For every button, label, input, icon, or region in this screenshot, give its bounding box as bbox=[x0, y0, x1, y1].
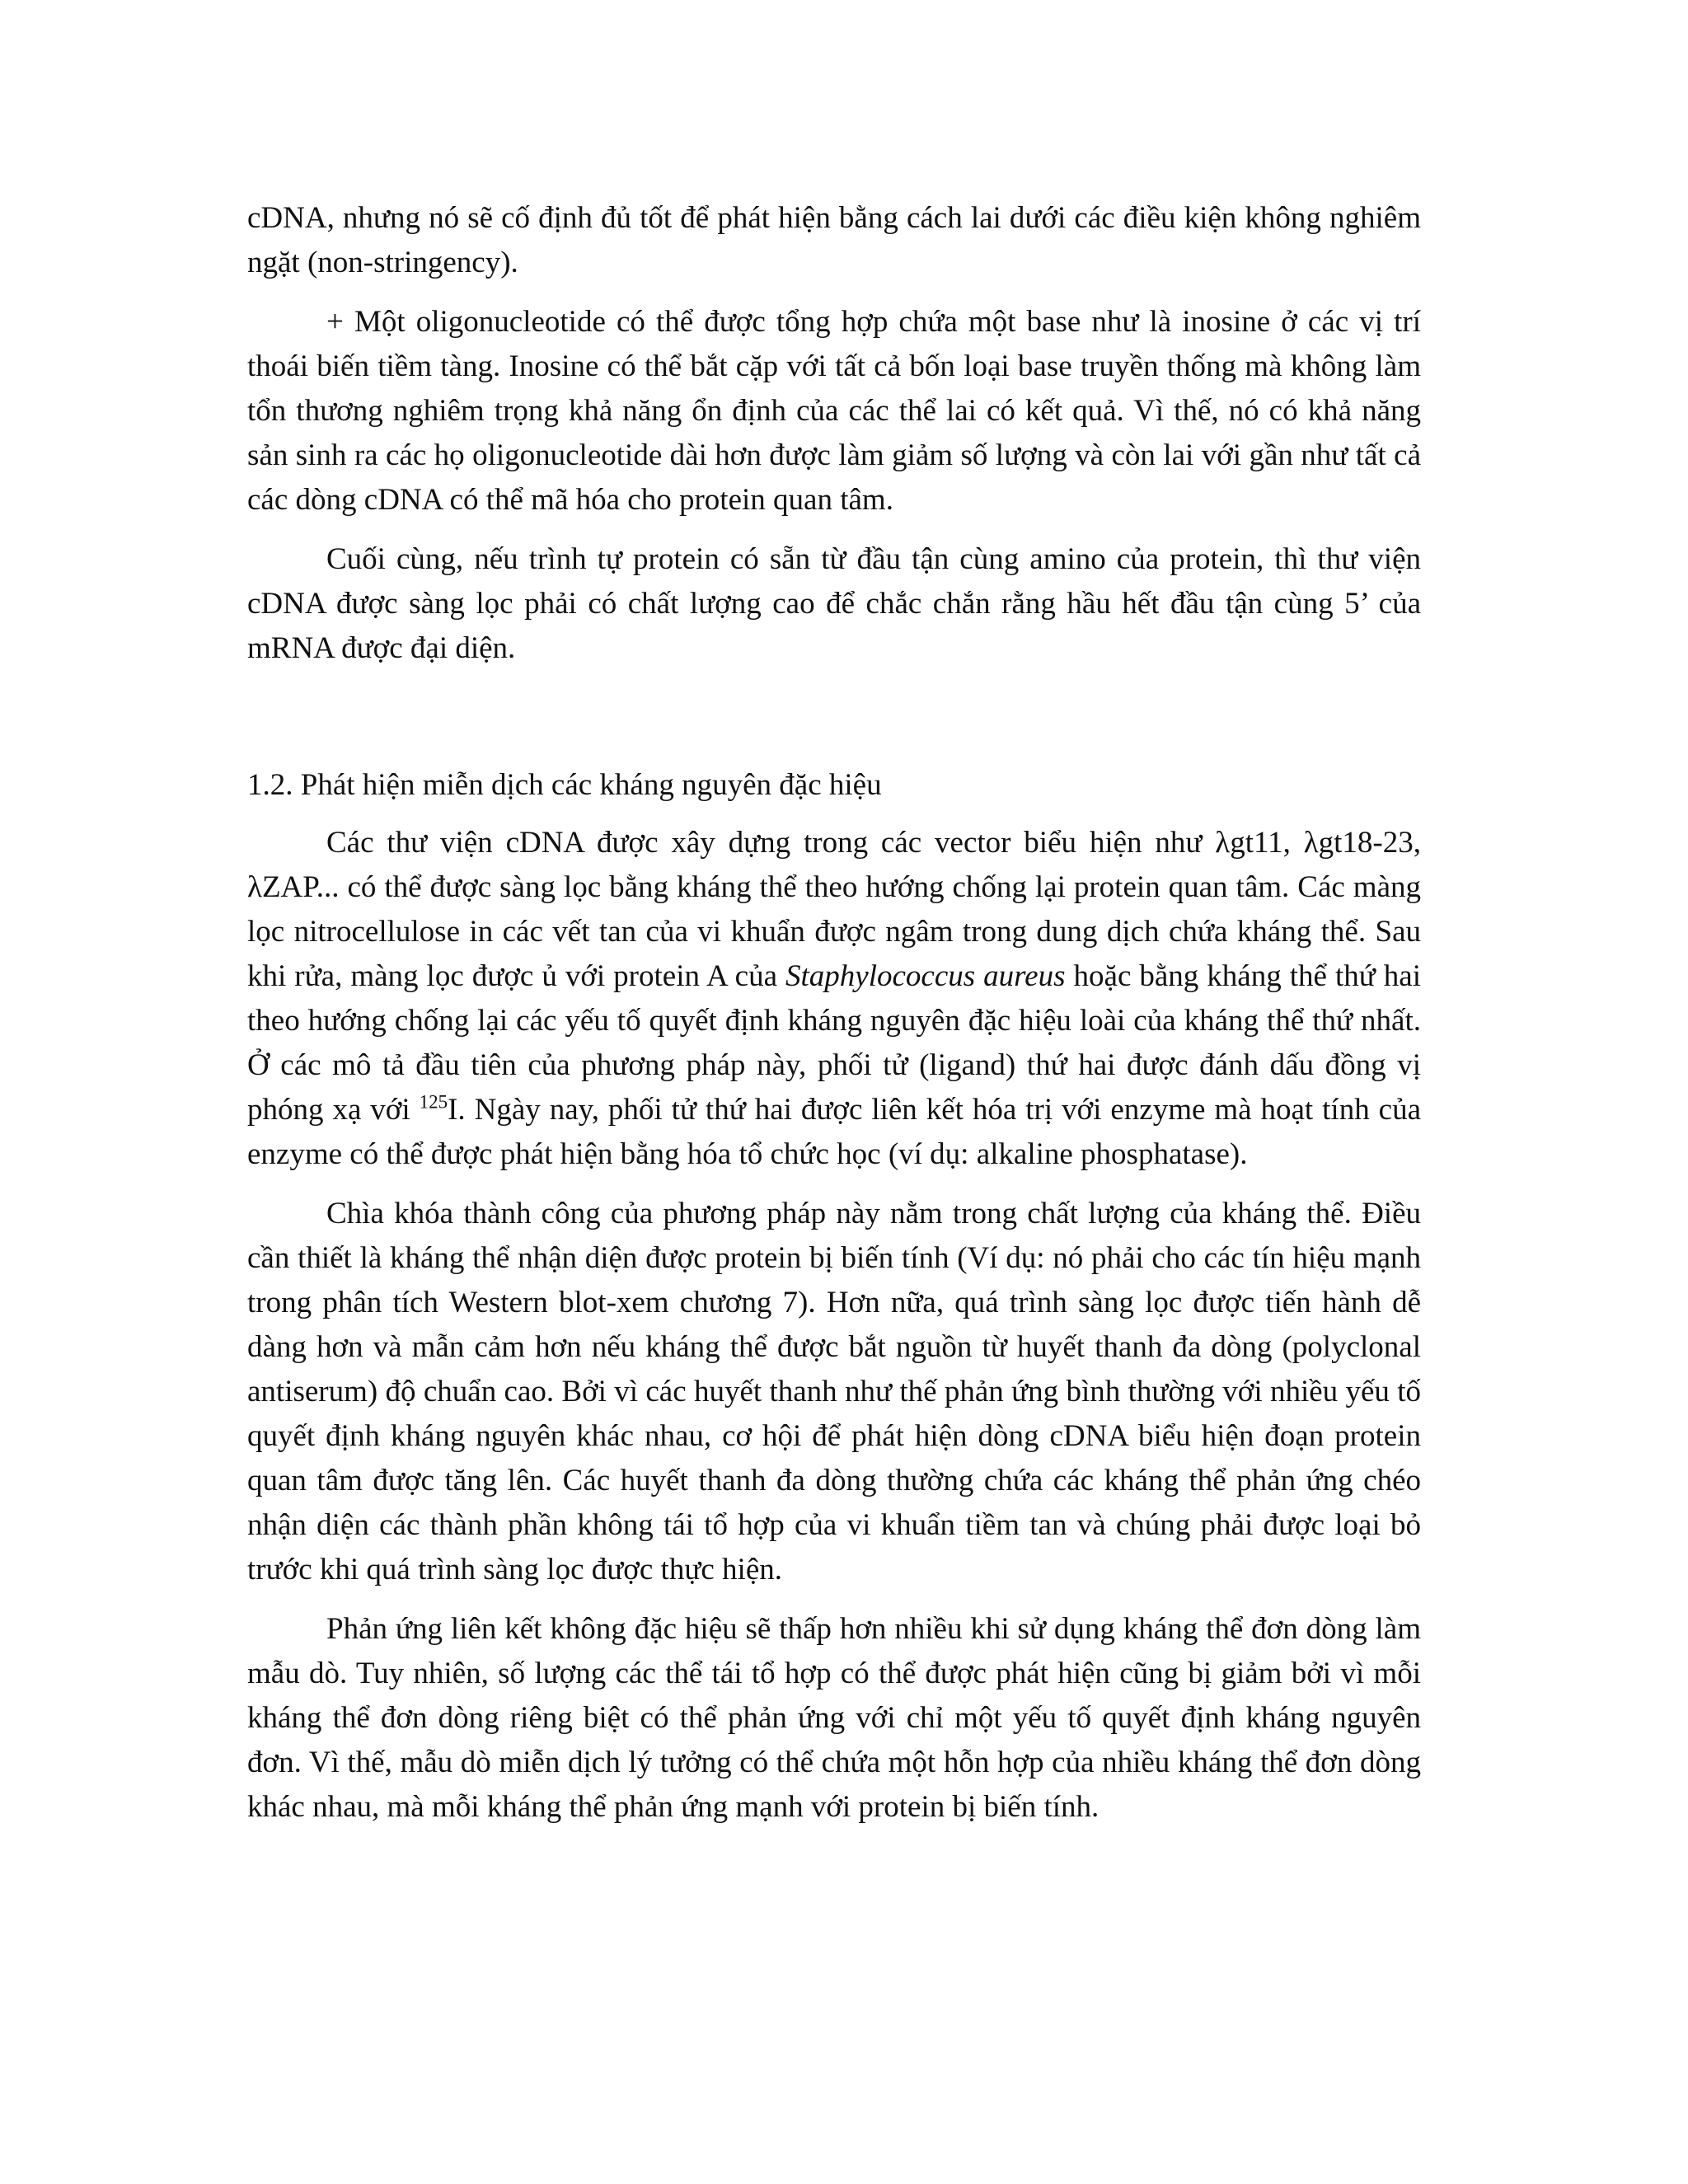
paragraph-antibody-quality: Chìa khóa thành công của phương pháp này nằm trong chất lượng của kháng thể. Điều cần thiết là kháng thể nhận diện được protein bị biến tính (Ví dụ: nó phải cho các tín hiệu mạnh trong phân tích Western blot-xem chương 7). Hơn nữa, quá trình sàng lọc được tiến hành dễ dàng hơn và mẫn cảm hơn nếu kháng thể được bắt nguồn từ huyết thanh đa dòng (polyclonal antiserum) độ chuẩn cao. Bởi vì các huyết thanh như thế phản ứng bình thường với nhiều yếu tố quyết định kháng nguyên khác nhau, cơ hội để phát hiện dòng cDNA biểu hiện đoạn protein quan tâm được tăng lên. Các huyết thanh đa dòng thường chứa các kháng thể phản ứng chéo nhận diện các thành phần không tái tổ hợp của vi khuẩn tiềm tan và chúng phải được loại bỏ trước khi quá trình sàng lọc được thực hiện. bbox=[247, 1197, 1421, 1586]
section-heading: 1.2. Phát hiện miễn dịch các kháng nguyên đặc hiệu bbox=[247, 768, 882, 802]
species-name: Staphylococcus aureus bbox=[785, 959, 1066, 993]
immuno-text-part3: I. Ngày nay, phối tử thứ hai được liên kết hóa trị với enzyme mà hoạt tính của enzyme có thể được phát hiện bằng hóa tổ chức học (ví dụ: alkaline phosphatase). bbox=[247, 1093, 1421, 1171]
paragraph-amino-terminal: Cuối cùng, nếu trình tự protein có sẵn từ đầu tận cùng amino của protein, thì thư viện cDNA được sàng lọc phải có chất lượng cao để chắc chắn rằng hầu hết đầu tận cùng 5’ của mRNA được đại diện. bbox=[247, 542, 1421, 665]
paragraph-continuation: cDNA, nhưng nó sẽ cố định đủ tốt để phát hiện bằng cách lai dưới các điều kiện không nghiêm ngặt (non-stringency). bbox=[247, 201, 1421, 279]
isotope-mass-number: 125 bbox=[419, 1091, 448, 1113]
paragraph-immuno-detection bbox=[247, 821, 1421, 1177]
paragraph-monoclonal: Phản ứng liên kết không đặc hiệu sẽ thấp hơn nhiều khi sử dụng kháng thể đơn dòng làm mẫu dò. Tuy nhiên, số lượng các thể tái tổ hợp có thể được phát hiện cũng bị giảm bởi vì mỗi kháng thể đơn dòng riêng biệt có thể phản ứng với chỉ một yếu tố quyết định kháng nguyên đơn. Vì thế, mẫu dò miễn dịch lý tưởng có thể chứa một hỗn hợp của nhiều kháng thể đơn dòng khác nhau, mà mỗi kháng thể phản ứng mạnh với protein bị biến tính. bbox=[247, 1612, 1421, 1824]
immuno-text-part2: hoặc bằng kháng thể thứ hai theo hướng chống lại các yếu tố quyết định kháng nguyên đặc hiệu loài của kháng thể thứ nhất. Ở các mô tả đầu tiên của phương pháp này, phối tử (ligand) thứ hai được đánh dấu đồng vị phóng xạ với bbox=[247, 959, 1421, 1127]
paragraph-inosine: + Một oligonucleotide có thể được tổng hợp chứa một base như là inosine ở các vị trí thoái biến tiềm tàng. Inosine có thể bắt cặp với tất cả bốn loại base truyền thống mà không làm tổn thương nghiêm trọng khả năng ổn định của các thể lai có kết quả. Vì thế, nó có khả năng sản sinh ra các họ oligonucleotide dài hơn được làm giảm số lượng và còn lai với gần như tất cả các dòng cDNA có thể mã hóa cho protein quan tâm. bbox=[247, 305, 1421, 517]
immuno-text-part1: Các thư viện cDNA được xây dựng trong các vector biểu hiện như λgt11, λgt18-23, λZAP... có thể được sàng lọc bằng kháng thể theo hướng chống lại protein quan tâm. Các màng lọc nitrocellulose in các vết tan của vi khuẩn được ngâm trong dung dịch chứa kháng thể. Sau khi rửa, màng lọc được ủ với protein A của bbox=[247, 826, 1421, 993]
body-text bbox=[247, 196, 1421, 1844]
